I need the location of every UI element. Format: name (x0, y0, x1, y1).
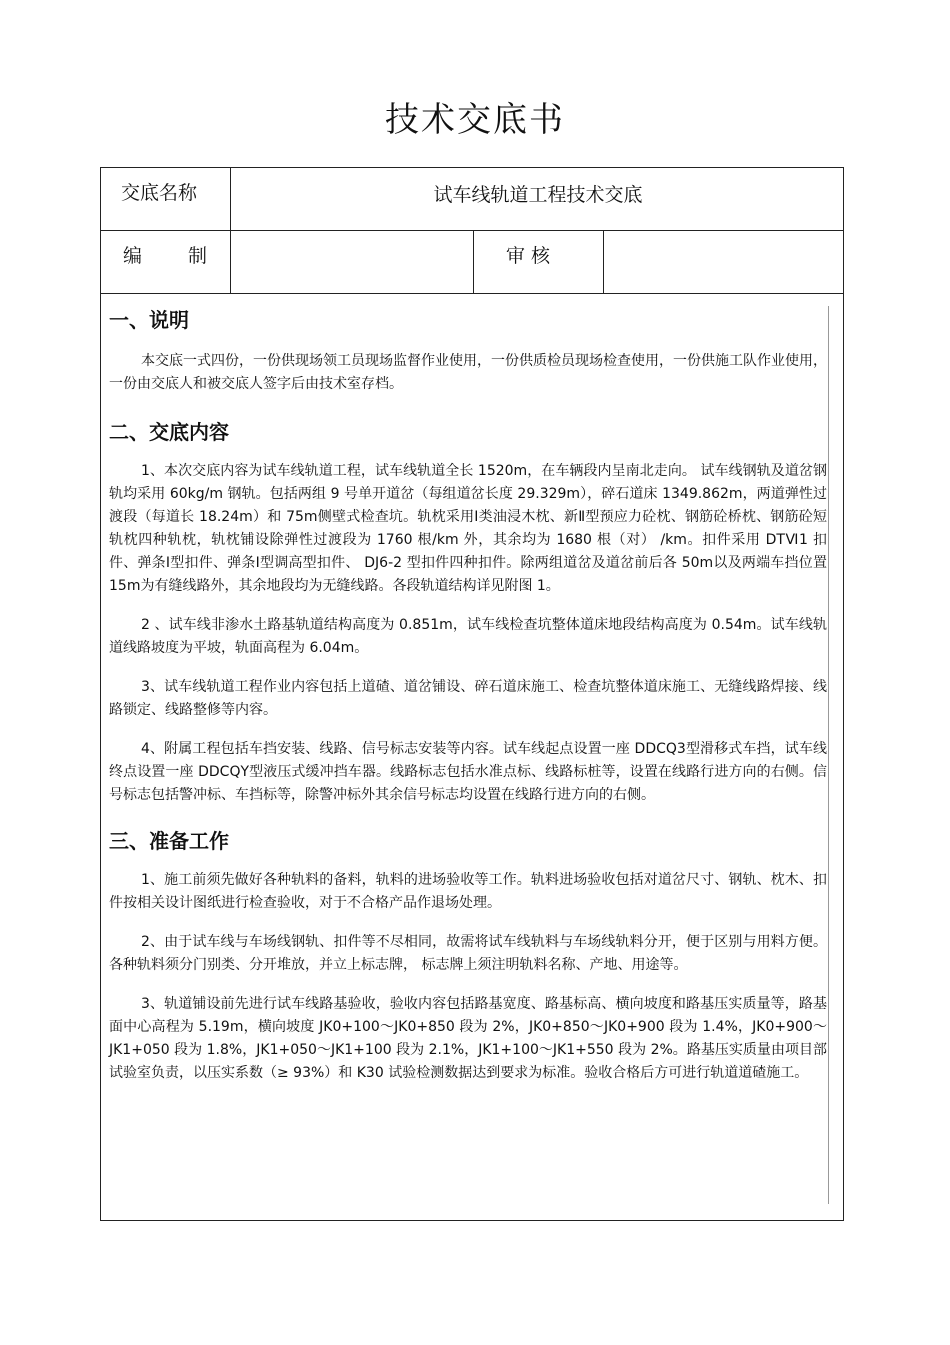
name-label: 交底名称 (121, 182, 198, 204)
paragraph: 3、试车线轨道工程作业内容包括上道碴、道岔铺设、碎石道床施工、检查坑整体道床施工、无缝线路焊接、线路锁定、线路整修等内容。 (109, 679, 827, 718)
review-label: 审 核 (506, 245, 551, 267)
section-notes (109, 306, 827, 396)
section-heading: 二、交底内容 (109, 420, 229, 444)
paragraph: 2 、试车线非渗水土路基轨道结构高度为 0.851m，试车线检查坑整体道床地段结构高度为 0.54m。试车线轨道线路坡度为平坡，轨面高程为 6.04m。 (109, 617, 827, 656)
name-value: 试车线轨道工程技术交底 (433, 184, 643, 206)
paragraph: 本交底一式四份，一份供现场领工员现场监督作业使用，一份供质检员现场检查使用，一份供施工队作业使用，一份由交底人和被交底人签字后由技术室存档。 (109, 353, 827, 392)
paragraph: 1、本次交底内容为试车线轨道工程，试车线轨道全长 1520m，在车辆段内呈南北走向。 试车线钢轨及道岔钢轨均采用 60kg/m 钢轨。包括两组 9 号单开道岔（每组道岔长度 29.329m），碎石道床 1349.862m，两道弹性过渡段（每道长 18.24m）和 75m侧壁式检查坑。轨枕采用Ⅰ类油浸木枕、新Ⅱ型预应力砼枕、钢筋砼桥枕、钢筋砼短轨枕四种轨枕，轨枕铺设除弹性过渡段为 1760 根/km 外，其余均为 1680 根（对） /km。扣件采用 DTⅥ1 扣件、弹条Ⅰ型扣件、弹条Ⅰ型调高型扣件、 DJ6-2 型扣件四种扣件。除两组道岔及道岔前后各 50m以及两端车挡位置 15m为有缝线路外，其余地段均为无缝线路。各段轨道结构详见附图 1。 (109, 463, 827, 594)
paragraph: 3、轨道铺设前先进行试车线路基验收，验收内容包括路基宽度、路基标高、横向坡度和路基压实质量等，路基面中心高程为 5.19m，横向坡度 JK0+100～JK0+850 段为 2%，JK0+850～JK0+900 段为 1.4%，JK0+900～JK1+050 段为 1.8%，JK1+050～JK1+100 段为 2.1%，JK1+100～JK1+550 段为 2%。路基压实质量由项目部试验室负责，以压实系数（≥ 93%）和 K30 试验检测数据达到要求为标准。验收合格后方可进行轨道道碴施工。 (109, 996, 827, 1081)
section-preparation (109, 827, 827, 1085)
name-label-cell (101, 168, 231, 230)
header-row-name (101, 168, 843, 231)
inner-margin-line (828, 306, 829, 1204)
paragraph: 4、附属工程包括车挡安装、线路、信号标志安装等内容。试车线起点设置一座 DDCQ3型滑移式车挡，试车线终点设置一座 DDCQY型液压式缓冲挡车器。线路标志包括水准点标、线路标桩等，设置在线路行进方向的右侧。信号标志包括警冲标、车挡标等，除警冲标外其余信号标志均设置在线路行进方向的右侧。 (109, 741, 827, 803)
name-value-cell (231, 168, 845, 230)
section-heading: 一、说明 (109, 308, 189, 332)
content-area (109, 304, 827, 1085)
review-label-cell (474, 231, 604, 293)
edit-label: 编 制 (123, 245, 208, 267)
section-content (109, 418, 827, 807)
section-heading: 三、准备工作 (109, 829, 229, 853)
edit-label-cell (101, 231, 231, 293)
paragraph: 2、由于试车线与车场线钢轨、扣件等不尽相同，故需将试车线轨料与车场线轨料分开，便于区别与用料方便。各种轨料须分门别类、分开堆放，并立上标志牌， 标志牌上须注明轨料名称、产地、用途等。 (109, 934, 827, 973)
edit-value-cell (231, 231, 474, 293)
header-row-signoff (101, 231, 843, 294)
paragraph: 1、施工前须先做好各种轨料的备料，轨料的进场验收等工作。轨料进场验收包括对道岔尺寸、钢轨、枕木、扣件按相关设计图纸进行检查验收，对于不合格产品作退场处理。 (109, 872, 827, 911)
edit-value (231, 231, 473, 241)
document-title: 技术交底书 (385, 100, 565, 140)
review-value-cell (604, 231, 845, 293)
handover-form (100, 167, 844, 1221)
review-value (604, 231, 845, 241)
